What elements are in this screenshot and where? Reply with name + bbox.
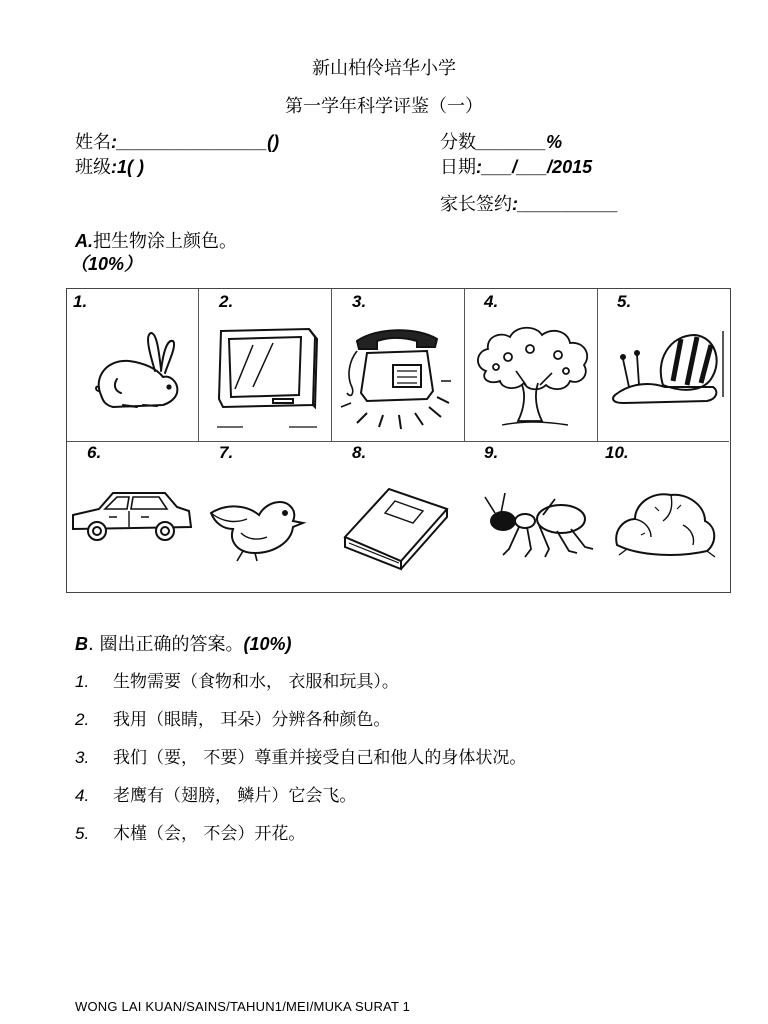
question-number: 5. (75, 824, 90, 843)
date-field (440, 153, 592, 179)
class-field (75, 153, 144, 179)
snail-icon[interactable] (603, 321, 727, 411)
question-text: 生物需要（食物和水， 衣服和玩具）。 (113, 672, 399, 692)
picture-grid (66, 288, 731, 593)
rabbit-icon[interactable] (93, 325, 183, 411)
bird-icon[interactable] (207, 489, 307, 565)
section-a-marks-text: （10%） (70, 254, 143, 274)
score-blank: _______% (476, 132, 563, 152)
question-text: 我用（眼睛， 耳朵）分辨各种颜色。 (113, 710, 391, 730)
section-a-letter: A. (75, 231, 93, 251)
parent-signature-label: 家长签约 (440, 194, 512, 215)
section-b-letter: B (75, 634, 88, 654)
name-label: 姓名 (75, 132, 111, 153)
name-field (75, 128, 279, 154)
item-number: 7. (219, 443, 234, 462)
question-number: 4. (75, 786, 90, 805)
date-label: 日期 (440, 157, 476, 178)
television-icon[interactable] (213, 323, 323, 433)
item-number: 3. (352, 292, 367, 311)
question-text: 木槿（会， 不会）开花。 (113, 824, 306, 844)
question-text: 老鹰有（翅膀， 鳞片）它会飞。 (113, 786, 357, 806)
book-icon[interactable] (339, 485, 451, 571)
score-field (440, 128, 562, 154)
section-b-marks: (10%) (243, 634, 292, 654)
item-number: 5. (617, 292, 632, 311)
question-1 (75, 667, 399, 692)
question-3 (75, 743, 526, 768)
section-a-text: 把生物涂上颜色。 (93, 231, 237, 252)
item-number: 9. (484, 443, 499, 462)
parent-signature-blank: :__________ (512, 194, 619, 214)
section-b-text: . 圈出正确的答案。 (88, 634, 244, 655)
score-label: 分数 (440, 132, 476, 153)
question-4 (75, 781, 356, 806)
rock-icon[interactable] (611, 485, 721, 561)
section-a-marks (70, 250, 142, 276)
ant-icon[interactable] (479, 489, 595, 561)
item-number: 6. (87, 443, 102, 462)
question-number: 3. (75, 748, 90, 767)
car-icon[interactable] (69, 485, 193, 545)
item-number: 1. (73, 292, 88, 311)
question-text: 我们（要， 不要）尊重并接受自己和他人的身体状况。 (113, 748, 527, 768)
item-number: 4. (484, 292, 499, 311)
name-blank: :_______________() (111, 132, 280, 152)
school-name: 新山柏伶培华小学 (312, 58, 456, 79)
date-blank: :___/___/2015 (476, 157, 593, 177)
class-blank: :1( ) (111, 157, 144, 177)
section-b-instruction (75, 630, 291, 656)
question-number: 1. (75, 672, 90, 691)
exam-title: 第一学年科学评鉴（一） (285, 96, 483, 117)
class-label: 班级 (75, 157, 111, 178)
question-2 (75, 705, 390, 730)
tree-icon[interactable] (472, 321, 594, 433)
telephone-icon[interactable] (337, 321, 453, 433)
item-number: 8. (352, 443, 367, 462)
item-number: 2. (219, 292, 234, 311)
question-number: 2. (75, 710, 90, 729)
item-number: 10. (605, 443, 629, 462)
question-5 (75, 819, 305, 844)
parent-signature-field (440, 190, 618, 216)
page-footer: WONG LAI KUAN/SAINS/TAHUN1/MEI/MUKA SURAT 1 (75, 999, 411, 1014)
